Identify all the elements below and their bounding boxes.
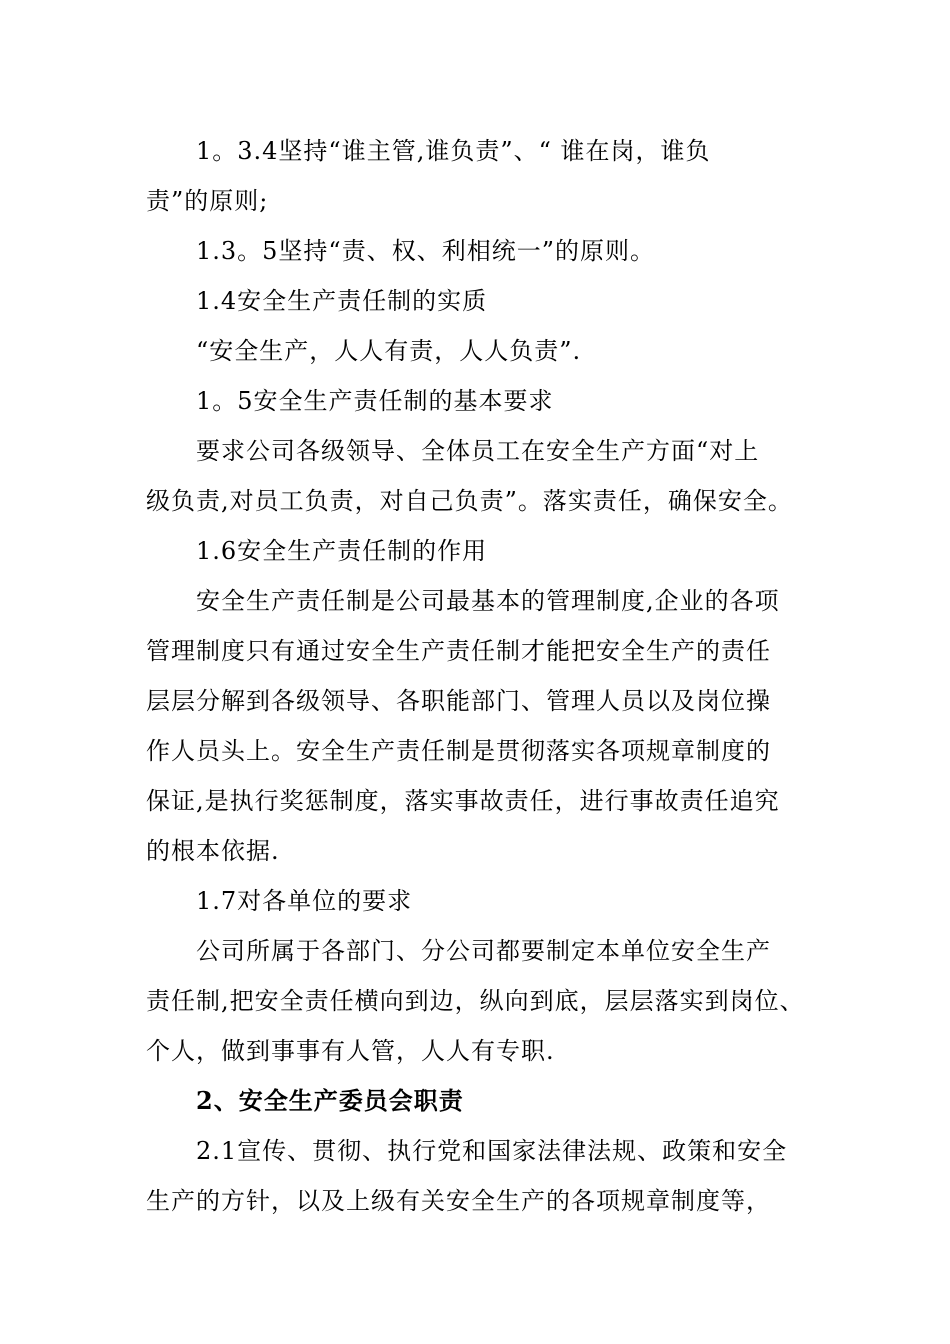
text-line-role-6: 的根本依据. (146, 837, 280, 865)
text-line-role-4: 作人员头上。安全生产责任制是贯彻落实各项规章制度的 (146, 737, 771, 765)
text-line-units-1: 公司所属于各部门、分公司都要制定本单位安全生产 (196, 937, 771, 965)
section-heading-2: 2、安全生产委员会职责 (196, 1086, 464, 1115)
text-line-units-3: 个人，做到事事有人管，人人有专职. (146, 1037, 555, 1065)
heading-1-6: 1.6安全生产责任制的作用 (196, 537, 488, 565)
text-line-1-3-5: 1.3。5坚持“责、权、利相统一”的原则。 (196, 237, 655, 265)
heading-1-4: 1.4安全生产责任制的实质 (196, 287, 488, 315)
text-line-role-2: 管理制度只有通过安全生产责任制才能把安全生产的责任 (146, 637, 771, 665)
text-line-1-3-4-cont: 责”的原则; (146, 187, 269, 215)
text-line-role-5: 保证,是执行奖惩制度，落实事故责任，进行事故责任追究 (146, 787, 780, 815)
text-line-essence: “安全生产，人人有责，人人负责”. (196, 337, 582, 365)
text-line-role-3: 层层分解到各级领导、各职能部门、管理人员以及岗位操 (146, 687, 771, 715)
text-line-2-1-cont: 生产的方针，以及上级有关安全生产的各项规章制度等， (146, 1187, 771, 1215)
text-line-role-1: 安全生产责任制是公司最基本的管理制度,企业的各项 (196, 587, 780, 615)
text-line-1-3-4: 1。3.4坚持“谁主管,谁负责”、“ 谁在岗，谁负 (196, 137, 711, 165)
text-line-units-2: 责任制,把安全责任横向到边，纵向到底，层层落实到岗位、 (146, 987, 805, 1015)
heading-1-7: 1.7对各单位的要求 (196, 887, 413, 915)
text-line-requirements-cont: 级负责,对员工负责，对自己负责”。落实责任，确保安全。 (146, 487, 793, 515)
heading-1-5: 1。5安全生产责任制的基本要求 (196, 387, 554, 415)
text-line-requirements: 要求公司各级领导、全体员工在安全生产方面“对上 (196, 437, 760, 465)
text-line-2-1: 2.1宣传、贯彻、执行党和国家法律法规、政策和安全 (196, 1137, 788, 1165)
